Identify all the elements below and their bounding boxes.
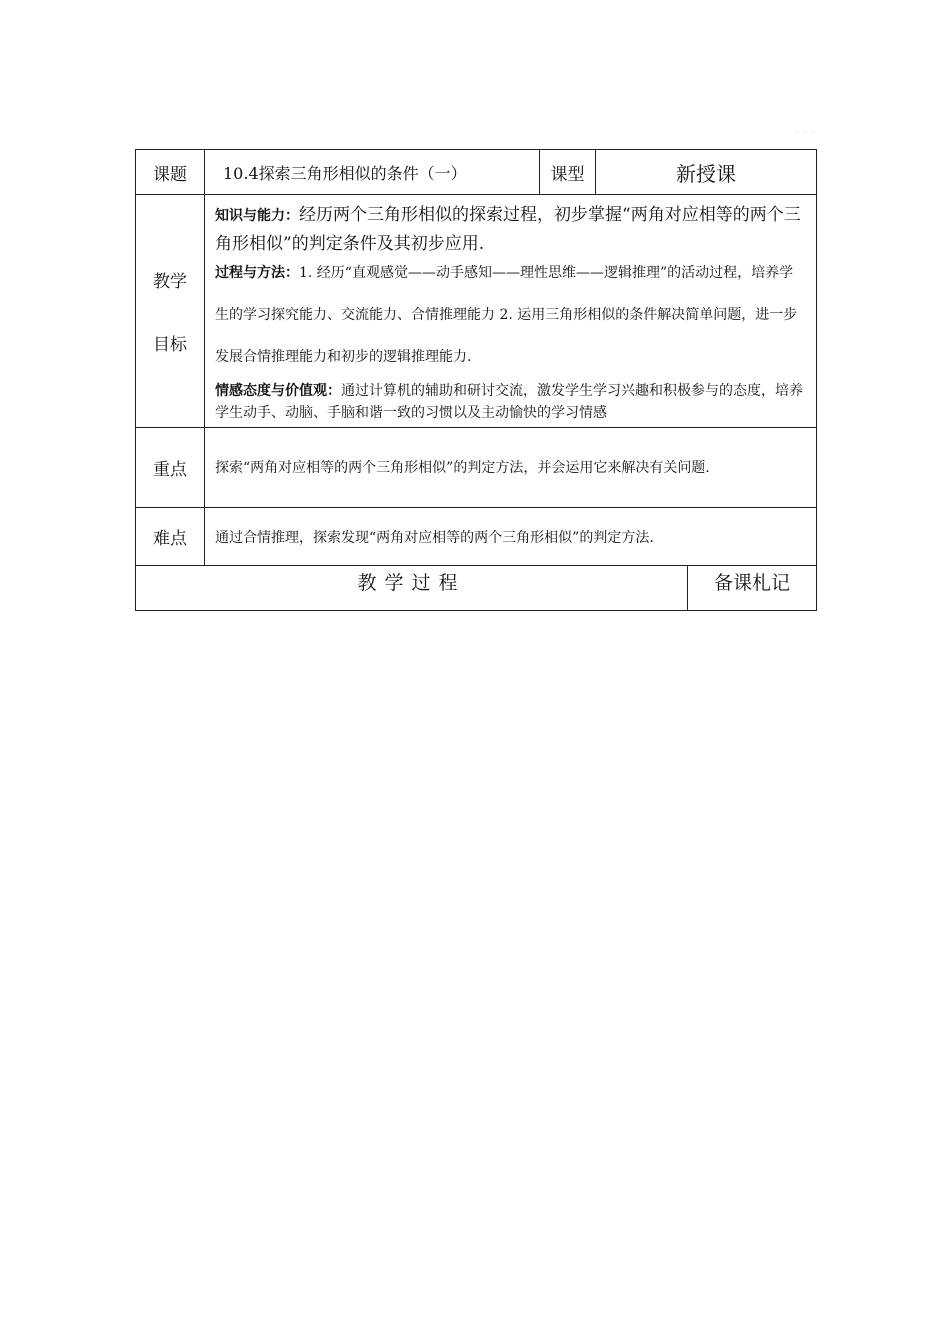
knowledge-paragraph [215, 201, 806, 258]
objectives-row [136, 195, 817, 428]
corner-mark: · · · [796, 128, 816, 138]
process-paragraph [215, 252, 806, 378]
knowledge-text: 经历两个三角形相似的探索过程，初步掌握“两角对应相等的两个三角形相似”的判定条件及其初步应用. [215, 205, 801, 254]
objectives-label-line1: 教学 [153, 272, 187, 292]
topic-value: 10.4探索三角形相似的条件（一） [205, 150, 540, 195]
key-point-label: 重点 [136, 428, 205, 508]
emotion-paragraph [215, 380, 806, 424]
process-label: 教学过程 [136, 566, 688, 611]
key-point-text: 探索“两角对应相等的两个三角形相似”的判定方法，并会运用它来解决有关问题. [205, 428, 817, 508]
type-value: 新授课 [596, 150, 817, 195]
type-label: 课型 [540, 150, 596, 195]
topic-label: 课题 [136, 150, 205, 195]
lesson-plan-table [135, 149, 817, 611]
difficulty-row [136, 508, 817, 566]
objectives-label [136, 195, 205, 428]
notes-label: 备课札记 [688, 566, 817, 611]
difficulty-text: 通过合情推理，探索发现“两角对应相等的两个三角形相似”的判定方法. [205, 508, 817, 566]
emotion-title: 情感态度与价值观： [215, 383, 341, 399]
knowledge-title: 知识与能力： [215, 208, 299, 224]
emotion-text: 通过计算机的辅助和研讨交流，激发学生学习兴趣和积极参与的态度，培养学生动手、动脑、手脑和谐一致的习惯以及主动愉快的学习情感 [215, 383, 803, 421]
objectives-label-line2: 目标 [153, 335, 187, 355]
process-row [136, 566, 817, 611]
difficulty-label: 难点 [136, 508, 205, 566]
process-text: 1. 经历“直观感觉——动手感知——理性思维——逻辑推理”的活动过程，培养学生的学习探究能力、交流能力、合情推理能力 2. 运用三角形相似的条件解决简单问题，进一步发展合情推理能力和初步的逻辑推理能力. [215, 265, 798, 365]
objectives-content [205, 195, 817, 428]
key-point-row [136, 428, 817, 508]
header-row [136, 150, 817, 195]
process-title: 过程与方法： [215, 265, 299, 281]
